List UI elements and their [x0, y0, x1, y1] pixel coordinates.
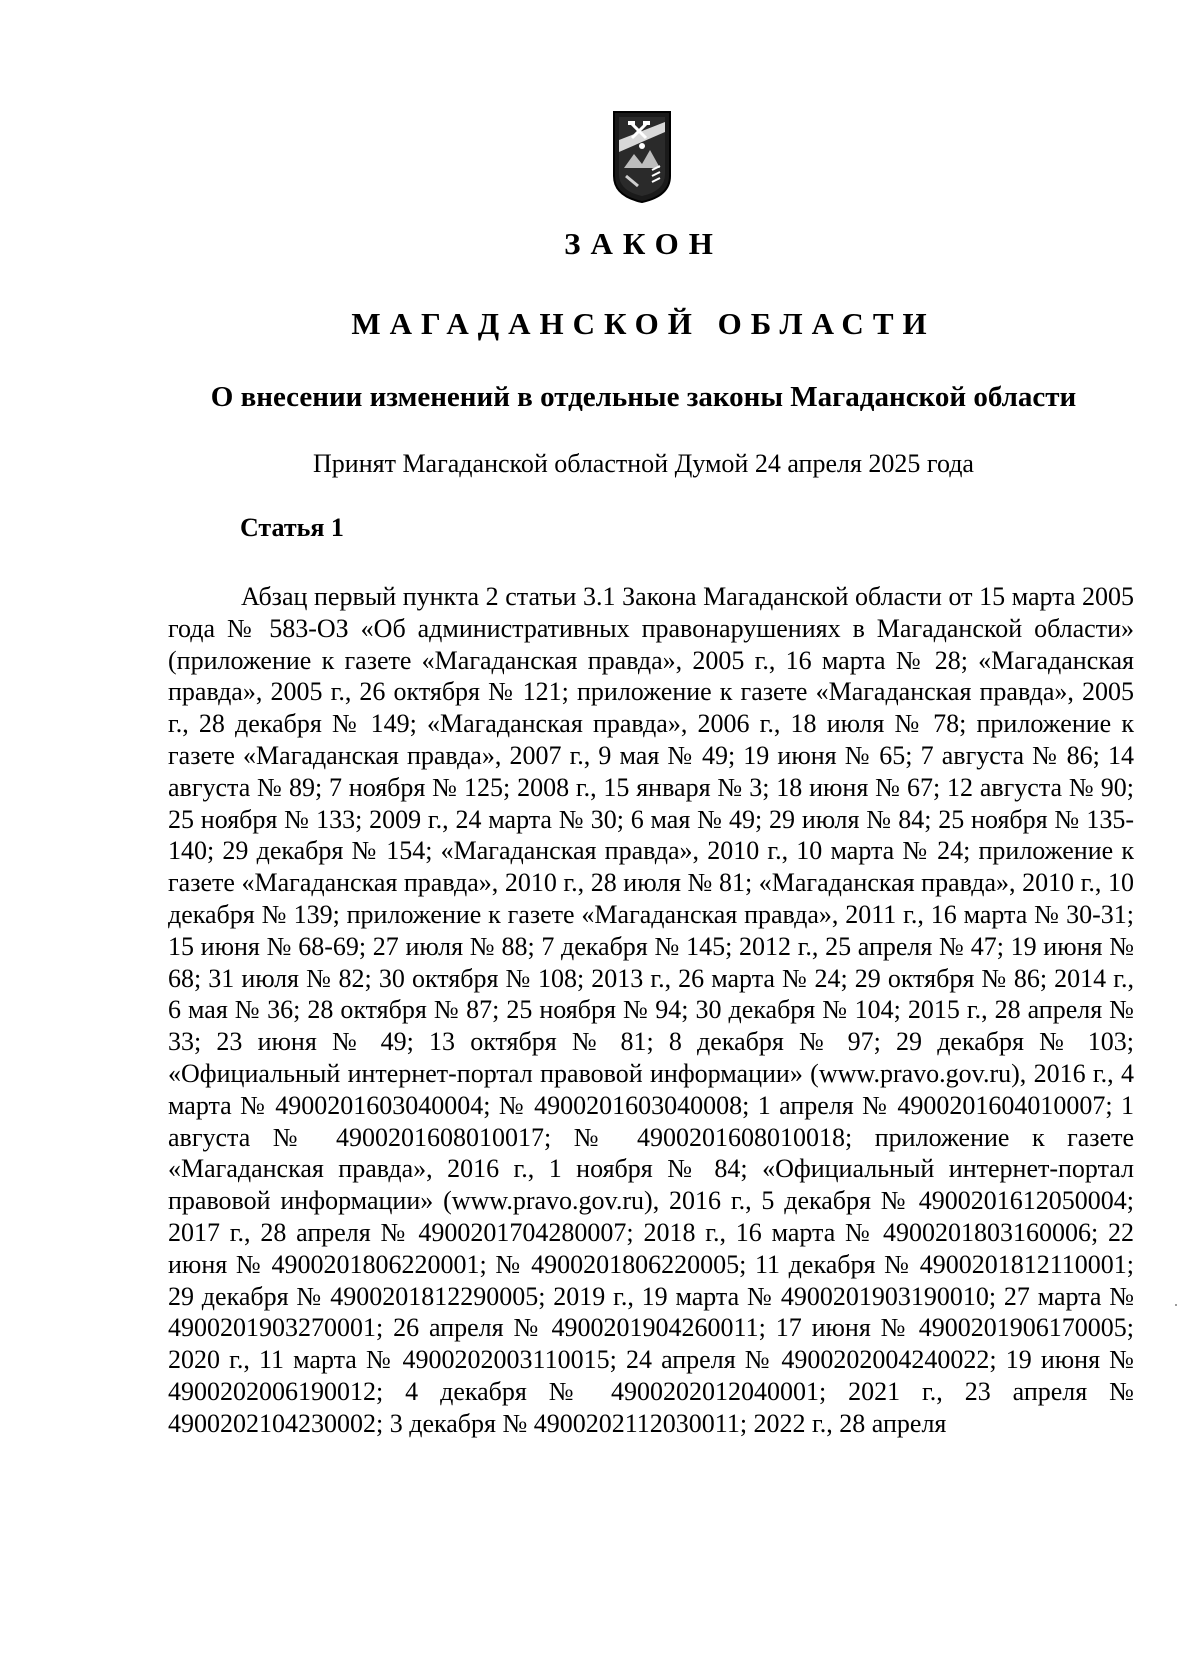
- article-heading: Статья 1: [240, 513, 344, 542]
- coat-of-arms-icon: [612, 110, 672, 204]
- document-region: МАГАДАНСКОЙ ОБЛАСТИ: [351, 306, 936, 341]
- article-body-text: Абзац первый пункта 2 статьи 3.1 Закона Магаданской области от 15 марта 2005 года № 583-ОЗ «Об административных правонарушениях в Магаданской области» (приложение к газете «Магаданская правда», 2005 г., 16 марта № 28; «Магаданская правда», 2005 г., 26 октября № 121; приложение к газете «Магаданская правда», 2005 г., 28 декабря № 149; «Магаданская правда», 2006 г., 18 июля № 78; приложение к газете «Магаданская правда», 2007 г., 9 мая № 49; 19 июня № 65; 7 августа № 86; 14 августа № 89; 7 ноября № 125; 2008 г., 15 января № 3; 18 июня № 67; 12 августа № 90; 25 ноября № 133; 2009 г., 24 марта № 30; 6 мая № 49; 29 июля № 84; 25 ноября № 135-140; 29 декабря № 154; «Магаданская правда», 2010 г., 10 марта № 24; приложение к газете «Магаданская правда», 2010 г., 28 июля № 81; «Магаданская правда», 2010 г., 10 декабря № 139; приложение к газете «Магаданская правда», 2011 г., 16 марта № 30-31; 15 июня № 68-69; 27 июля № 88; 7 декабря № 145; 2012 г., 25 апреля № 47; 19 июня № 68; 31 июля № 82; 30 октября № 108; 2013 г., 26 марта № 24; 29 октября № 86; 2014 г., 6 мая № 36; 28 октября № 87; 25 ноября № 94; 30 декабря № 104; 2015 г., 28 апреля № 33; 23 июня № 49; 13 октября № 81; 8 декабря № 97; 29 декабря № 103; «Официальный интернет-портал правовой информации» (www.pravo.gov.ru), 2016 г., 4 марта № 4900201603040004; № 4900201603040008; 1 апреля № 4900201604010007; 1 августа № 4900201608010017; № 4900201608010018; приложение к газете «Магаданская правда», 2016 г., 1 ноября № 84; «Официальный интернет-портал правовой информации» (www.pravo.gov.ru), 2016 г., 5 декабря № 4900201612050004; 2017 г., 28 апреля № 4900201704280007; 2018 г., 16 марта № 4900201803160006; 22 июня № 4900201806220001; № 4900201806220005; 11 декабря № 4900201812110001; 29 декабря № 4900201812290005; 2019 г., 19 марта № 4900201903190010; 27 марта № 4900201903270001; 26 апреля № 4900201904260011; 17 июня № 4900201906170005; 2020 г., 11 марта № 4900202003110015; 24 апреля № 4900202004240022; 19 июня № 4900202006190012; 4 декабря № 4900202012040001; 2021 г., 23 апреля № 4900202104230002; 3 декабря № 4900202112030011; 2022 г., 28 апреля: [168, 582, 1134, 1438]
- adoption-note: Принят Магаданской областной Думой 24 апреля 2025 года: [313, 449, 974, 478]
- scan-speck: [1175, 1304, 1177, 1306]
- document-title: ЗАКОН: [564, 226, 723, 261]
- document-subject: О внесении изменений в отдельные законы Магаданской области: [210, 381, 1077, 413]
